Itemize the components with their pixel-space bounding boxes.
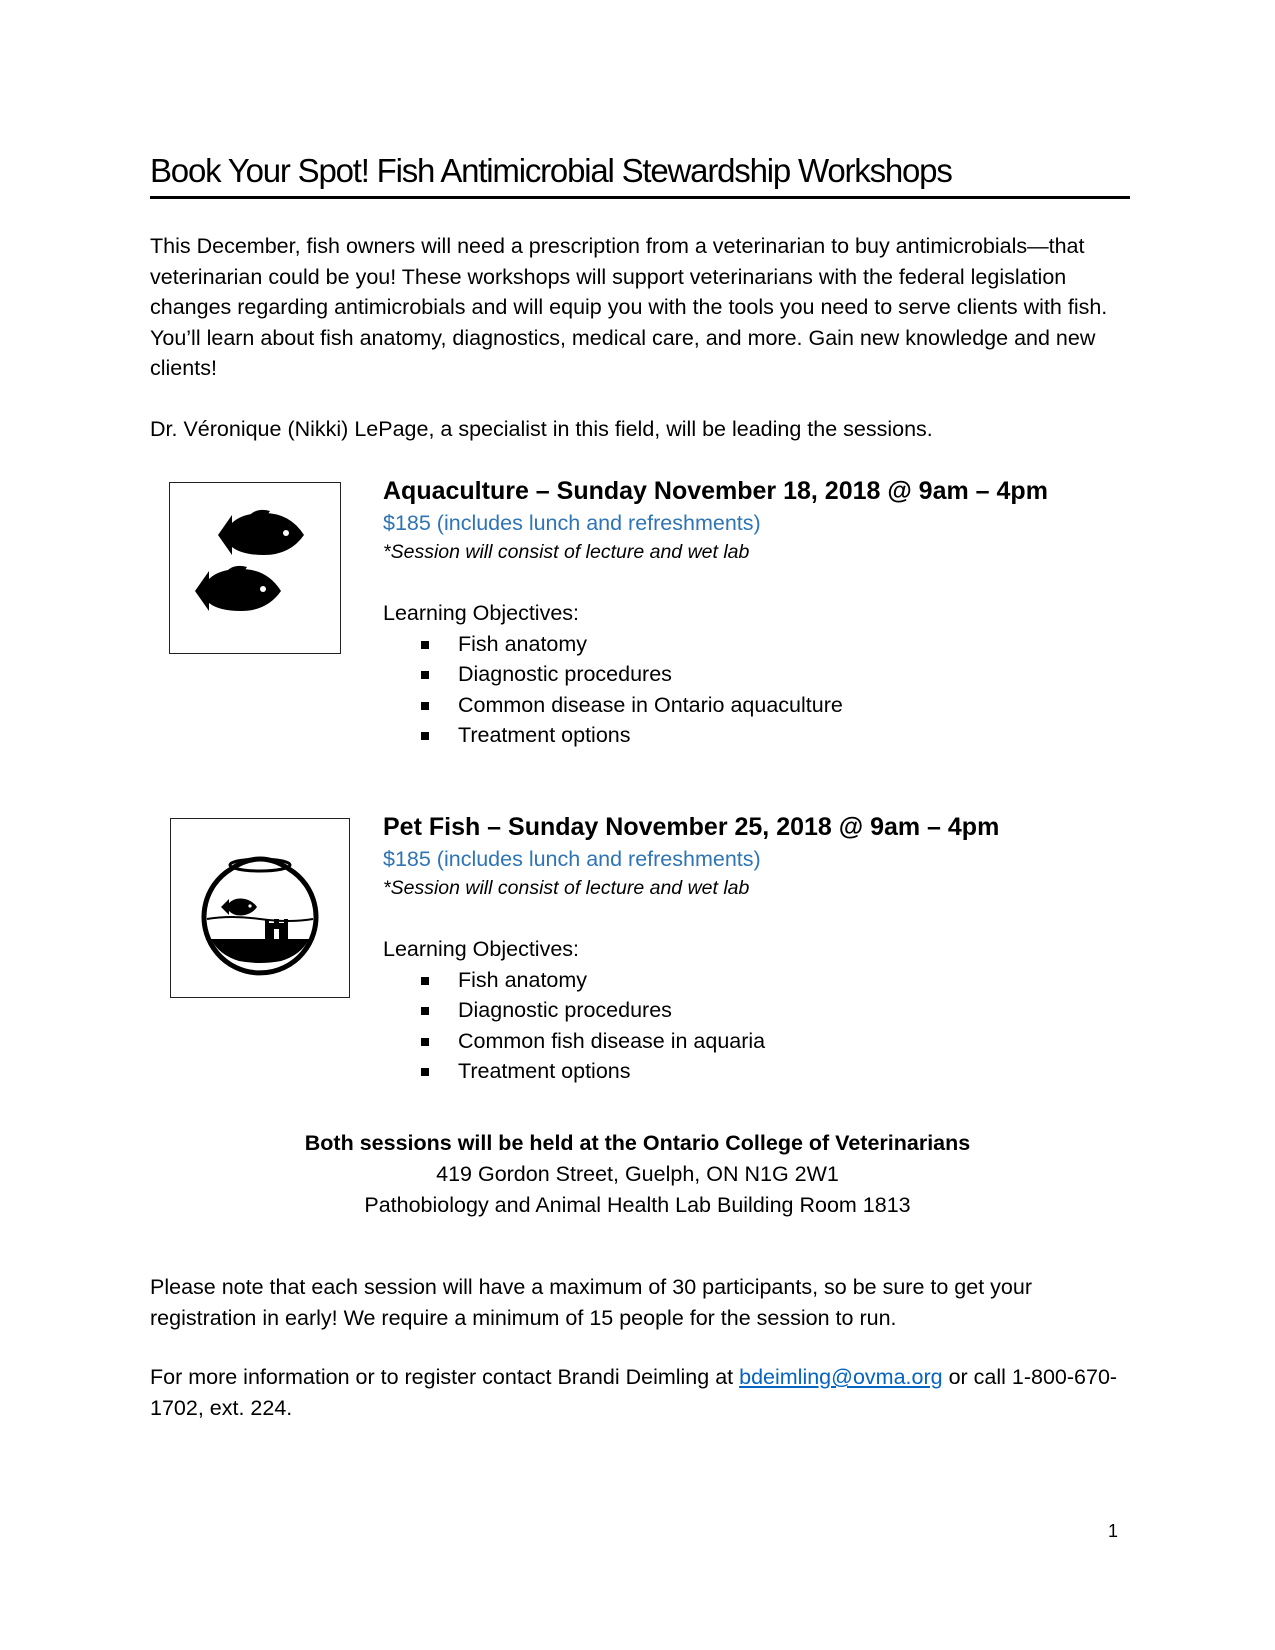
objective-text: Fish anatomy [458, 967, 588, 992]
email-link[interactable]: bdeimling@ovma.org [739, 1365, 943, 1389]
bullet-icon [421, 671, 429, 679]
session-aquaculture [383, 474, 1143, 751]
capacity-note: Please note that each session will have a maximum of 30 participants, so be sure to get your registration in early! We require a minimum of 15 people for the session to run. [150, 1275, 1032, 1330]
objectives-list [383, 965, 1143, 1087]
bullet-icon [421, 1068, 429, 1076]
session-heading: Pet Fish – Sunday November 25, 2018 @ 9am – 4pm [383, 813, 1000, 841]
fishbowl-icon [170, 818, 350, 998]
location-address: 419 Gordon Street, Guelph, ON N1G 2W1 [436, 1162, 839, 1186]
session-price: $185 (includes lunch and refreshments) [383, 511, 761, 535]
objective-text: Treatment options [458, 723, 631, 747]
objectives-label: Learning Objectives: [383, 937, 579, 961]
session-note: *Session will consist of lecture and wet lab [383, 877, 750, 899]
objective-text: Diagnostic procedures [458, 998, 672, 1022]
objective-text: Common fish disease in aquaria [458, 1028, 766, 1053]
bullet-icon [421, 641, 429, 649]
intro-paragraph: This December, fish owners will need a prescription from a veterinarian to buy antimicrobials—that veterinarian could be you! These workshops will support veterinarians with the federal legislation changes regarding antimicrobials and will equip you with the tools you need to serve clients with fish. You’ll learn about fish anatomy, diagnostics, medical care, and more. Gain new knowledge and new clients! [150, 234, 1108, 380]
location-block [150, 1128, 1125, 1221]
objectives-label: Learning Objectives: [383, 601, 579, 625]
session-price: $185 (includes lunch and refreshments) [383, 847, 761, 871]
objective-text: Common disease in Ontario aquaculture [458, 692, 843, 717]
bullet-icon [421, 977, 429, 985]
list-item [383, 995, 1143, 1026]
page-number: 1 [1108, 1521, 1119, 1541]
bullet-icon [421, 732, 429, 740]
bullet-icon [421, 702, 429, 710]
list-item [383, 1056, 1143, 1087]
list-item [383, 629, 1143, 660]
session-pet-fish [383, 810, 1143, 1087]
list-item [383, 965, 1143, 996]
list-item [383, 690, 1143, 721]
page-title: Book Your Spot! Fish Antimicrobial Stewardship Workshops [150, 152, 952, 189]
leader-paragraph: Dr. Véronique (Nikki) LePage, a specialist in this field, will be leading the sessions. [150, 417, 933, 441]
location-heading: Both sessions will be held at the Ontario College of Veterinarians [304, 1131, 971, 1155]
bullet-icon [421, 1038, 429, 1046]
two-fish-icon [169, 482, 341, 654]
objective-text: Fish anatomy [458, 631, 588, 656]
session-heading: Aquaculture – Sunday November 18, 2018 @ 9am – 4pm [383, 477, 1048, 505]
bullet-icon [421, 1007, 429, 1015]
contact-text-after: or call 1-800-670-1702, ext. 224. [150, 1365, 1118, 1420]
contact-paragraph [150, 1362, 1135, 1423]
objectives-list [383, 629, 1143, 751]
objective-text: Treatment options [458, 1059, 631, 1083]
objective-text: Diagnostic procedures [458, 662, 672, 686]
location-room: Pathobiology and Animal Health Lab Building Room 1813 [364, 1193, 911, 1217]
session-note: *Session will consist of lecture and wet lab [383, 541, 750, 563]
list-item [383, 1026, 1143, 1057]
title-underline [150, 196, 1130, 199]
contact-text-before: For more information or to register contact Brandi Deimling at [150, 1365, 740, 1389]
list-item [383, 659, 1143, 690]
list-item [383, 720, 1143, 751]
